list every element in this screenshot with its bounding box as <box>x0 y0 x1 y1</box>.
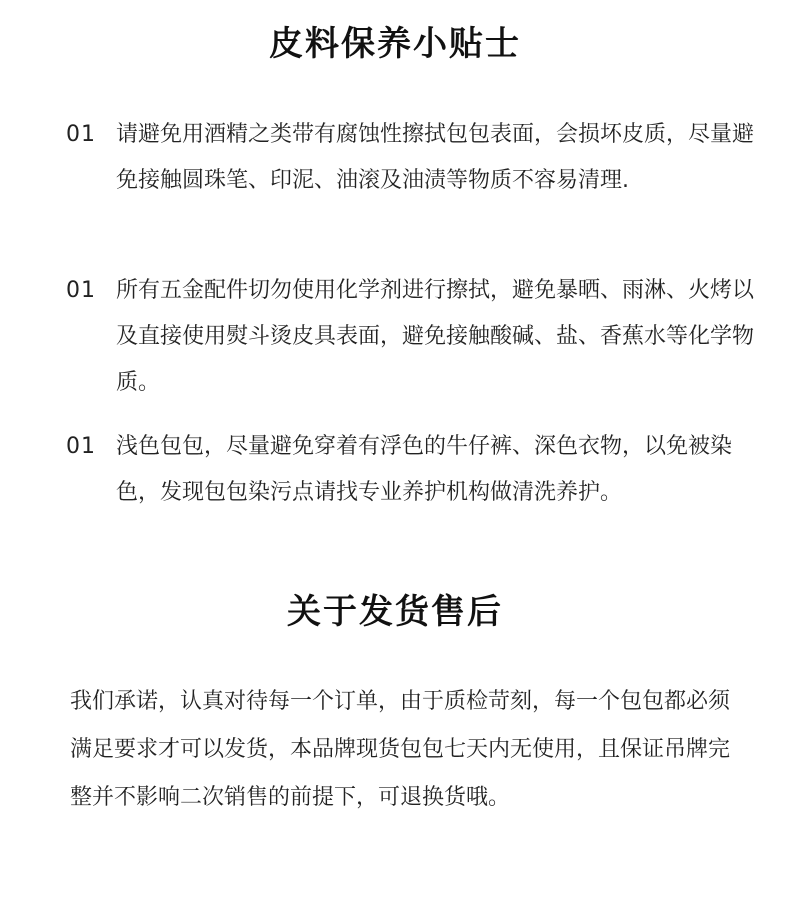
shipping-service-title: 关于发货售后 <box>287 592 503 632</box>
tip-number: 01 <box>66 434 96 459</box>
tip-number: 01 <box>66 278 96 303</box>
care-tips-title: 皮料保养小贴士 <box>269 24 521 64</box>
shipping-service-text: 我们承诺，认真对待每一个订单，由于质检苛刻，每一个包包都必须满足要求才可以发货，本品牌现货包包七天内无使用，且保证吊牌完整并不影响二次销售的前提下，可退换货哦。 <box>70 689 731 810</box>
tip-number: 01 <box>66 122 96 147</box>
tip-text: 所有五金配件切勿使用化学剂进行擦拭，避免暴晒、雨淋、火烤以及直接使用熨斗烫皮具表面，避免接触酸碱、盐、香蕉水等化学物质。 <box>116 278 755 395</box>
tip-text: 浅色包包，尽量避免穿着有浮色的牛仔裤、深色衣物，以免被染色，发现包包染污点请找专业养护机构做清洗养护。 <box>116 434 733 505</box>
tip-text: 请避免用酒精之类带有腐蚀性擦拭包包表面，会损坏皮质，尽量避免接触圆珠笔、印泥、油滚及油渍等物质不容易清理. <box>116 122 755 193</box>
